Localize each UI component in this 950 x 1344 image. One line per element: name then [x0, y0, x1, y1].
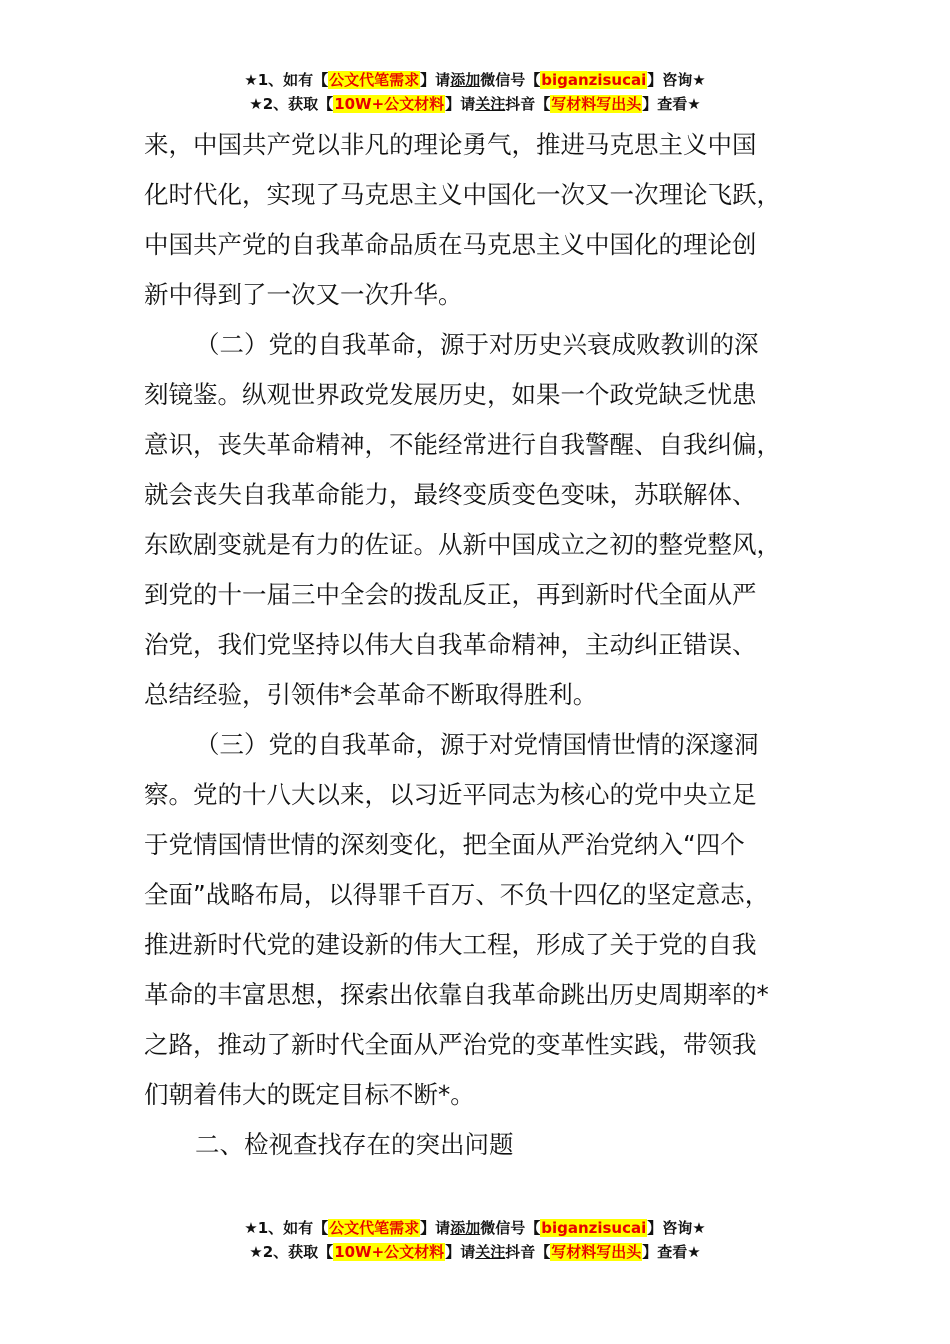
footer-line-2: [0, 1240, 950, 1264]
header-highlight-douyin: 写材料写出头: [551, 95, 642, 113]
section-heading-2: （二）党的自我革命，源于对历史兴衰成败教训的深: [195, 330, 759, 359]
footer-line-2-suffix: 】查看★: [642, 1243, 701, 1261]
body-line: 化时代化，实现了马克思主义中国化一次又一次理论飞跃，: [144, 180, 781, 209]
footer-line-2-prefix: ★2、获取【: [249, 1243, 334, 1261]
header-line-2-prefix: ★2、获取【: [249, 95, 334, 113]
header-line-1-text: 】请: [420, 71, 451, 89]
body-line: 全面”战略布局，以得罪千百万、不负十四亿的坚定意志，: [144, 880, 770, 909]
body-line: 之路，推动了新时代全面从严治党的变革性实践，带领我: [144, 1030, 757, 1059]
header-line-1-text: 微信号【: [480, 71, 541, 89]
footer-banner: [0, 1216, 950, 1264]
body-line: 们朝着伟大的既定目标不断*。: [144, 1080, 475, 1109]
footer-line-1-text: 】请: [420, 1219, 451, 1237]
header-line-2-text: 】请: [445, 95, 476, 113]
document-body: [144, 120, 808, 1170]
body-line: 刻镜鉴。纵观世界政党发展历史，如果一个政党缺乏忧患: [144, 380, 757, 409]
footer-line-1: [0, 1216, 950, 1240]
body-line: 革命的丰富思想，探索出依靠自我革命跳出历史周期率的*: [144, 980, 769, 1009]
body-line: 于党情国情世情的深刻变化，把全面从严治党纳入“四个: [144, 830, 745, 859]
footer-highlight-douyin: 写材料写出头: [551, 1243, 642, 1261]
body-line: 总结经验，引领伟*会革命不断取得胜利。: [144, 680, 598, 709]
body-line: 东欧剧变就是有力的佐证。从新中国成立之初的整党整风，: [144, 530, 781, 559]
header-banner: [0, 68, 950, 116]
section-heading-3: （三）党的自我革命，源于对党情国情世情的深邃洞: [195, 730, 759, 759]
header-underlined-add: 添加: [450, 71, 481, 89]
header-line-2: [0, 92, 950, 116]
footer-line-2-text: 抖音【: [505, 1243, 551, 1261]
footer-highlight-materials: 10W+公文材料: [334, 1243, 445, 1261]
body-line: 就会丧失自我革命能力，最终变质变色变味，苏联解体、: [144, 480, 757, 509]
header-line-1-suffix: 】咨询★: [647, 71, 706, 89]
header-highlight-service: 公文代笔需求: [329, 71, 420, 89]
header-line-1-prefix: ★1、如有【: [244, 71, 329, 89]
header-line-1: [0, 68, 950, 92]
footer-line-2-text: 】请: [445, 1243, 476, 1261]
footer-line-1-suffix: 】咨询★: [647, 1219, 706, 1237]
body-line: 推进新时代党的建设新的伟大工程，形成了关于党的自我: [144, 930, 757, 959]
body-line: 中国共产党的自我革命品质在马克思主义中国化的理论创: [144, 230, 757, 259]
footer-highlight-service: 公文代笔需求: [329, 1219, 420, 1237]
body-line: 新中得到了一次又一次升华。: [144, 280, 463, 309]
header-line-2-text: 抖音【: [505, 95, 551, 113]
body-line: 治党，我们党坚持以伟大自我革命精神，主动纠正错误、: [144, 630, 757, 659]
header-underlined-follow: 关注: [475, 95, 506, 113]
header-highlight-materials: 10W+公文材料: [334, 95, 445, 113]
body-line: 到党的十一届三中全会的拨乱反正，再到新时代全面从严: [144, 580, 757, 609]
chapter-heading: 二、检视查找存在的突出问题: [195, 1130, 514, 1159]
footer-highlight-wechat-id: biganzisucai: [541, 1219, 647, 1237]
body-line: 意识，丧失革命精神，不能经常进行自我警醒、自我纠偏，: [144, 430, 781, 459]
header-highlight-wechat-id: biganzisucai: [541, 71, 647, 89]
body-line: 来，中国共产党以非凡的理论勇气，推进马克思主义中国: [144, 130, 757, 159]
footer-underlined-add: 添加: [450, 1219, 481, 1237]
footer-line-1-prefix: ★1、如有【: [244, 1219, 329, 1237]
body-line: 察。党的十八大以来，以习近平同志为核心的党中央立足: [144, 780, 757, 809]
header-line-2-suffix: 】查看★: [642, 95, 701, 113]
footer-line-1-text: 微信号【: [480, 1219, 541, 1237]
footer-underlined-follow: 关注: [475, 1243, 506, 1261]
